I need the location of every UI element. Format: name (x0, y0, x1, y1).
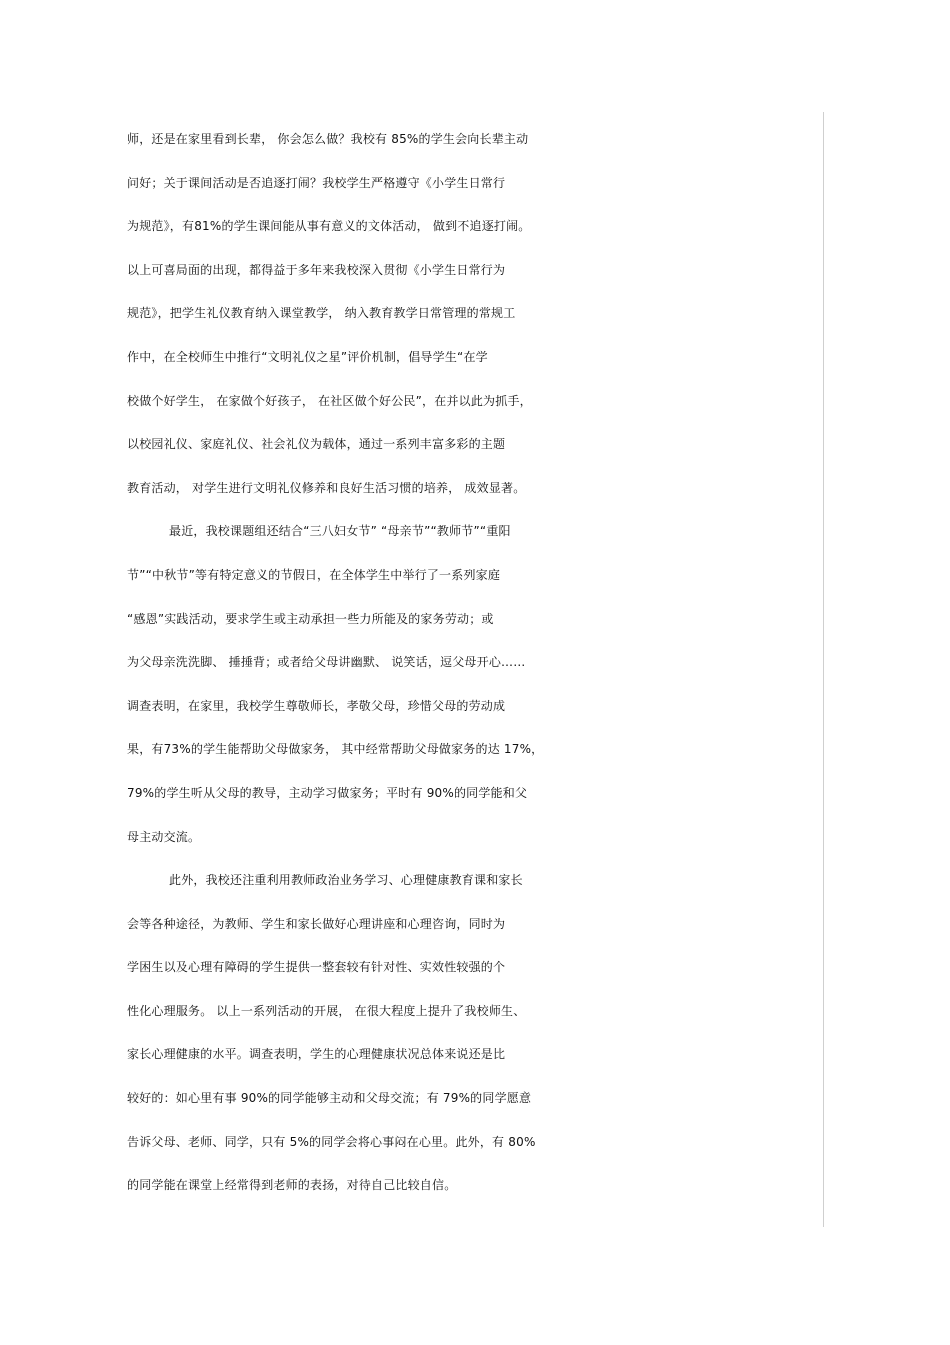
text-line: 以上可喜局面的出现，都得益于多年来我校深入贯彻《小学生日常行为 (127, 262, 506, 277)
text-line: 节”“中秋节”等有特定意义的节假日，在全体学生中举行了一系列家庭 (127, 567, 501, 582)
text-line: 师，还是在家里看到长辈， 你会怎么做？我校有 85%的学生会向长辈主动 (127, 132, 529, 146)
text-line: 调查表明，在家里，我校学生尊敬师长，孝敬父母，珍惜父母的劳动成 (127, 698, 506, 713)
text-line: 为父母亲洗洗脚、 捶捶背；或者给父母讲幽默、 说笑话，逗父母开心…… (127, 655, 526, 670)
text-line: 性化心理服务。 以上一系列活动的开展， 在很大程度上提升了我校师生、 (127, 1003, 526, 1018)
text-line: 最近，我校课题组还结合“三八妇女节” “母亲节”“教师节”“重阳 (169, 524, 511, 539)
text-line: 以校园礼仪、家庭礼仪、社会礼仪为载体，通过一系列丰富多彩的主题 (127, 437, 506, 452)
text-line: 母主动交流。 (127, 829, 201, 844)
text-line: 的同学能在课堂上经常得到老师的表扬，对待自己比较自信。 (127, 1178, 457, 1193)
text-line: 教育活动， 对学生进行文明礼仪修养和良好生活习惯的培养， 成效显著。 (127, 480, 526, 495)
text-line: 此外，我校还注重利用教师政治业务学习、心理健康教育课和家长 (169, 873, 523, 888)
text-line: 为规范》，有81%的学生课间能从事有意义的文体活动， 做到不追逐打闹。 (127, 219, 531, 234)
text-line: “感恩”实践活动，要求学生或主动承担一些力所能及的家务劳动；或 (127, 611, 494, 626)
text-line: 告诉父母、老师、同学，只有 5%的同学会将心事闷在心里。此外，有 80% (127, 1134, 536, 1149)
text-line: 作中，在全校师生中推行“文明礼仪之星”评价机制，倡导学生“在学 (127, 349, 488, 364)
text-line: 学困生以及心理有障碍的学生提供一整套较有针对性、实效性较强的个 (127, 960, 506, 975)
text-line: 较好的：如心里有事 90%的同学能够主动和父母交流；有 79%的同学愿意 (127, 1091, 532, 1106)
text-line: 79%的学生听从父母的教导，主动学习做家务；平时有 90%的同学能和父 (127, 785, 528, 800)
body-text (127, 118, 847, 1208)
text-line: 家长心理健康的水平。调查表明，学生的心理健康状况总体来说还是比 (127, 1047, 506, 1062)
text-line: 会等各种途径，为教师、学生和家长做好心理讲座和心理咨询，同时为 (127, 916, 506, 931)
text-line: 规范》，把学生礼仪教育纳入课堂教学， 纳入教育教学日常管理的常规工 (127, 306, 516, 321)
text-line: 校做个好学生， 在家做个好孩子， 在社区做个好公民”，在并以此为抓手， (127, 393, 532, 408)
text-line: 果，有73%的学生能帮助父母做家务， 其中经常帮助父母做家务的达 17%， (127, 742, 544, 757)
text-line: 问好；关于课间活动是否追逐打闹？我校学生严格遵守《小学生日常行 (127, 175, 506, 190)
